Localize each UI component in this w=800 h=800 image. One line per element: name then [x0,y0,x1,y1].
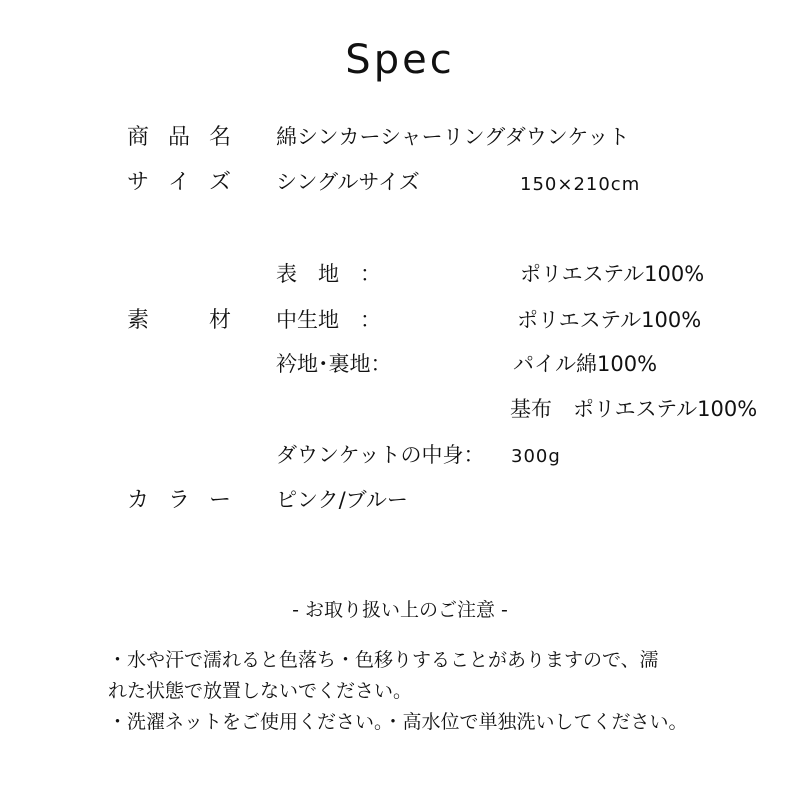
filling-content: 300g [511,446,561,467]
material-content-base: 基布 ポリエステル100% [510,397,758,421]
filling-part: ダウンケットの中身： [276,443,485,467]
color-label-char-3: ー [208,488,232,513]
material-label [127,310,232,332]
color-label-char-2: ラ [167,488,191,513]
product-name-label [127,127,232,149]
material-label-char-2: 材 [208,308,232,333]
size-label-char-3: ズ [208,170,232,195]
material-content-middle: ポリエステル100% [517,308,702,332]
color-label-char-1: カ [127,488,151,513]
product-name-label-char-1: 商 [127,125,151,150]
care-note-line-2: れた状態で放置しないでください。 [108,680,413,702]
material-part-lining: 衿地･裏地： [276,352,392,376]
size-value: シングルサイズ [276,170,420,194]
size-label [127,172,232,194]
material-content-outer: ポリエステル100% [520,262,705,286]
care-note-line-1: ・水や汗で濡れると色落ち・色移りすることがありますので、濡 [108,649,659,671]
color-label [127,490,232,512]
product-name-value: 綿シンカーシャーリングダウンケット [276,125,630,149]
care-notes-title: - お取り扱い上のご注意 - [292,599,508,621]
material-part-middle: 中生地 ： [276,308,381,332]
size-label-char-2: イ [167,170,191,195]
material-part-outer: 表 地 ： [276,262,381,286]
product-name-label-char-2: 品 [167,125,191,150]
size-dimensions: 150×210cm [520,174,641,195]
size-label-char-1: サ [127,170,151,195]
material-content-lining: パイル綿100% [513,352,658,376]
page-title: Spec [345,37,455,83]
material-label-char-1: 素 [127,308,151,333]
color-value: ピンク/ブルー [276,488,408,512]
care-note-line-3: ・洗濯ネットをご使用ください。・高水位で単独洗いしてください。 [108,711,688,733]
product-name-label-char-3: 名 [208,125,232,150]
